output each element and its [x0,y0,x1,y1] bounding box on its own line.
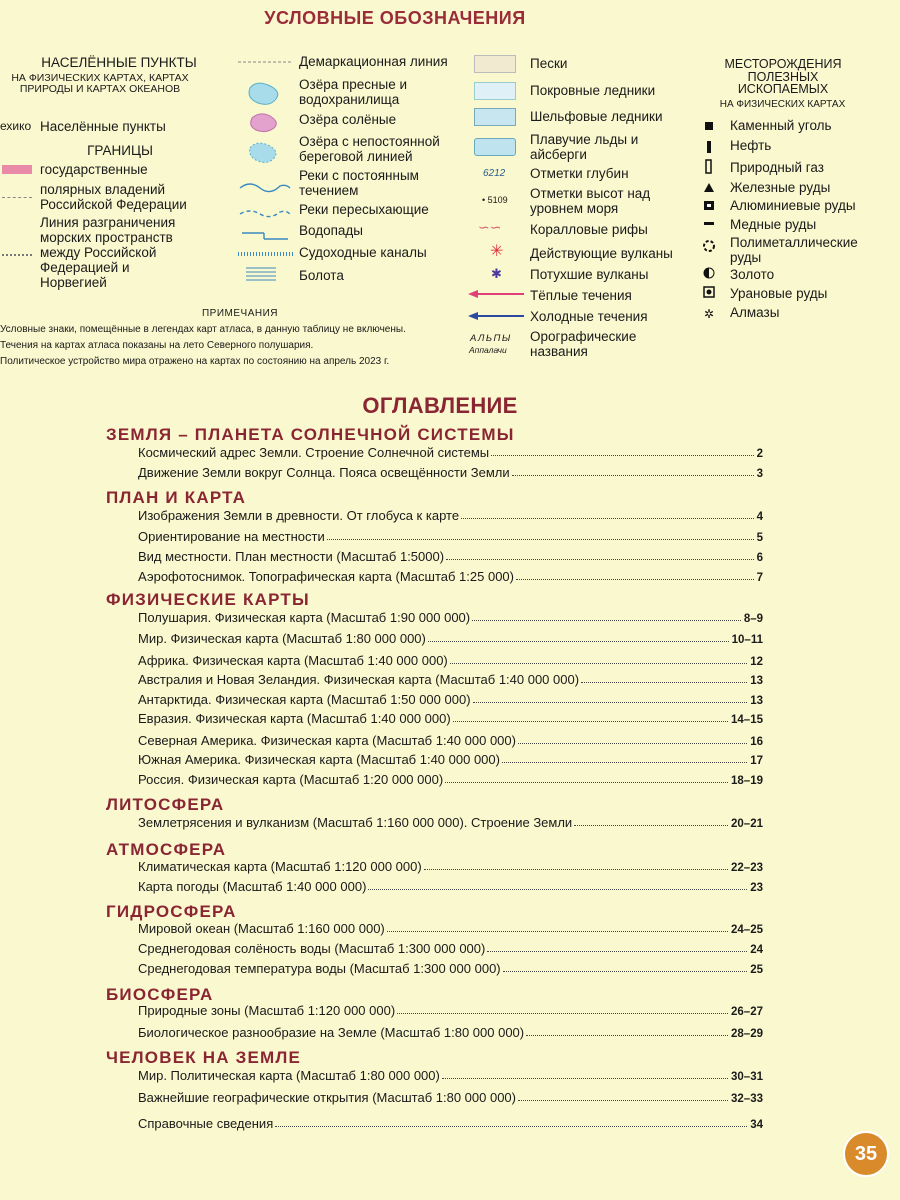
toc-entry-page: 23 [750,882,763,894]
currents-symbols [466,288,526,324]
toc-entry-page: 34 [750,1119,763,1131]
polymetal-icon [704,241,714,251]
coral-reef-icon: ∽∽ [478,219,502,235]
toc-title: ОГЛАВЛЕНИЕ [362,393,518,418]
toc-entry-title: Землетрясения и вулканизм (Масштаб 1:160 000 000). Строение Земли [138,815,573,830]
mineral-label-4: Алюминиевые руды [730,198,856,213]
borders-heading: ГРАНИЦЫ [87,143,153,158]
dot-leader [518,1100,728,1101]
toc-entry[interactable] [138,812,763,830]
relief-label-1: Покровные ледники [530,83,656,98]
relief-label-8: Потухшие вулканы [530,267,649,282]
mineral-label-9: Алмазы [730,305,780,320]
toc-entry-page: 12 [750,656,763,668]
mineral-label-2: Природный газ [730,160,824,175]
hydro-label-2: Озёра солёные [299,112,397,127]
toc-entry[interactable] [138,505,763,523]
dot-leader [472,620,741,621]
dot-leader [487,951,747,952]
mineral-label-3: Железные руды [730,180,831,195]
gas-icon [706,160,711,173]
intermittent-lake-icon [250,143,276,162]
minerals-heading: МЕСТОРОЖДЕНИЯ ПОЛЕЗНЫХ ИСКОПАЕМЫХ [724,57,842,96]
river-icon [240,184,290,192]
toc-entry-page: 14–15 [731,714,763,726]
dot-leader [424,869,728,870]
relief-label-0: Пески [530,56,568,71]
toc-entry-title: Северная Америка. Физическая карта (Масштаб 1:40 000 000) [138,733,516,748]
dot-leader [581,682,747,683]
toc-entry[interactable] [138,628,763,646]
hydro-symbols [236,52,296,292]
hydro-label-5: Реки пересыхающие [299,202,429,217]
oil-icon [707,141,711,153]
settlements-heading: НАСЕЛЁННЫЕ ПУНКТЫ [41,55,197,70]
maritime-border-swatch [2,254,32,256]
toc-entry-title: Биологическое разнообразие на Земле (Масштаб 1:80 000 000) [138,1025,525,1040]
extinct-volcano-icon: ✱ [491,266,502,281]
seasonal-river-icon [240,211,290,217]
toc-entry-title: Природные зоны (Масштаб 1:120 000 000) [138,1003,396,1018]
toc-section-heading: ФИЗИЧЕСКИЕ КАРТЫ [106,590,310,609]
toc-entry[interactable] [138,708,763,726]
dot-leader [502,762,747,763]
dot-leader [516,579,754,580]
mineral-label-6: Полиметаллические руды [730,235,858,265]
dot-leader [445,782,728,783]
toc-entry-page: 2 [756,448,763,460]
toc-entry[interactable] [138,938,763,956]
toc-section-heading: БИОСФЕРА [106,985,214,1004]
relief-label-6: Коралловые рифы [530,222,648,237]
toc-entry[interactable] [138,958,763,976]
dot-leader [461,518,754,519]
toc-entry-page: 4 [756,511,763,523]
toc-entry-title: Карта погоды (Масштаб 1:40 000 000) [138,879,367,894]
mineral-label-8: Урановые руды [730,286,828,301]
toc-entry-title: Мировой океан (Масштаб 1:160 000 000) [138,921,385,936]
dot-leader [503,971,748,972]
toc-entry-title: Важнейшие географические открытия (Масштаб 1:80 000 000) [138,1090,516,1105]
toc-entry-page: 20–21 [731,818,763,830]
toc-entry[interactable] [138,856,763,874]
legend-title: УСЛОВНЫЕ ОБОЗНАЧЕНИЯ [264,8,526,28]
dot-leader [450,663,747,664]
toc-entry[interactable] [138,669,763,687]
toc-entry-page: 5 [756,532,763,544]
note-line-2: Политическое устройство мира отражено на картах по состоянию на апрель 2023 г. [0,356,390,367]
mineral-label-7: Золото [730,267,775,282]
mineral-symbols [700,115,720,325]
toc-entry[interactable] [138,749,763,767]
waterfall-icon [242,233,288,239]
polar-border-label: полярных владений Российской Федерации [40,182,187,212]
toc-entry-page: 24–25 [731,924,763,936]
mineral-label-5: Медные руды [730,217,817,232]
toc-section-heading: ПЛАН И КАРТА [106,488,247,507]
copper-icon [704,222,714,225]
toc-entry-page: 8–9 [743,613,763,625]
toc-entry-title: Движение Земли вокруг Солнца. Пояса освещённости Земли [138,465,510,480]
relief-label-3: Плавучие льды и айсберги [530,132,639,162]
toc-entry-page: 17 [750,755,763,767]
toc-entry-title: Полушария. Физическая карта (Масштаб 1:90 000 000) [138,610,471,625]
mineral-label-0: Каменный уголь [730,118,832,133]
toc-entry-page: 13 [750,695,763,707]
toc-entry-title: Мир. Физическая карта (Масштаб 1:80 000 000) [138,631,426,646]
toc-entry-title: Климатическая карта (Масштаб 1:120 000 000) [138,859,422,874]
dot-leader [574,825,728,826]
relief-label-5: Отметки высот над уровнем моря [530,186,651,216]
toc-entry-page: 6 [756,552,763,564]
relief-label-4: Отметки глубин [530,166,629,181]
toc-entry-title: Среднегодовая солёность воды (Масштаб 1:300 000 000) [138,941,486,956]
settlements-label: Населённые пункты [40,119,166,134]
toc-entry[interactable] [138,526,763,544]
toc-entry-page: 26–27 [731,1006,763,1018]
fresh-lake-icon [249,83,278,104]
toc-entry[interactable] [138,1113,763,1131]
toc-entry[interactable] [138,769,763,787]
toc-entry-title: Австралия и Новая Зеландия. Физическая карта (Масштаб 1:40 000 000) [138,672,580,687]
diamond-icon: ✲ [704,307,715,321]
toc-entry-title: Южная Америка. Физическая карта (Масштаб 1:40 000 000) [138,752,500,767]
toc-entry[interactable] [138,876,763,894]
state-border-swatch [2,165,32,174]
hydro-label-8: Болота [299,268,344,283]
active-volcano-icon: ✳ [490,243,504,260]
toc-entry[interactable] [138,1065,763,1083]
relief-label-11: Орографические названия [530,329,637,359]
salt-lake-icon [251,114,277,132]
swamp-icon [246,268,276,280]
dot-leader [518,743,747,744]
hydro-label-6: Водопады [299,223,363,238]
hydro-label-3: Озёра с непостоянной береговой линией [299,134,440,164]
dot-leader [512,475,754,476]
hydro-label-4: Реки с постоянным течением [299,168,419,198]
hydro-label-0: Демаркационная линия [299,54,448,69]
dot-leader [368,889,747,890]
dot-leader [428,641,729,642]
icebergs-swatch [474,138,516,156]
toc-section-heading: ЗЕМЛЯ – ПЛАНЕТА СОЛНЕЧНОЙ СИСТЕМЫ [106,425,515,444]
ice-sheet-swatch [474,82,516,100]
height-sample: • 5109 [482,195,508,205]
toc-entry[interactable] [138,566,763,584]
oro-sample-2: Аппалачи [469,345,507,355]
ice-shelf-swatch [474,108,516,126]
toc-entry-page: 7 [756,572,763,584]
note-line-0: Условные знаки, помещённые в легендах карт атласа, в данную таблицу не включены. [0,324,406,335]
toc-entry-title: Аэрофотоснимок. Топографическая карта (Масштаб 1:25 000) [138,569,514,584]
toc-entry-title: Космический адрес Земли. Строение Солнечной системы [138,445,490,460]
toc-entry-title: Справочные сведения [138,1116,274,1131]
dot-leader [446,559,754,560]
dot-leader [442,1078,728,1079]
toc-entry-page: 22–23 [731,862,763,874]
toc-entry-title: Вид местности. План местности (Масштаб 1:5000) [138,549,445,564]
toc-entry[interactable] [138,689,763,707]
oro-sample-1: АЛЬПЫ [470,333,512,344]
toc-entry[interactable] [138,1087,763,1105]
page-number-badge: 35 [843,1131,889,1177]
toc-entry-page: 13 [750,675,763,687]
relief-label-7: Действующие вулканы [530,246,673,261]
gold-icon [704,268,709,278]
toc-entry-page: 28–29 [731,1028,763,1040]
toc-entry[interactable] [138,546,763,564]
depth-sample: 6212 [483,168,506,179]
toc-entry[interactable] [138,462,763,480]
dot-leader [397,1013,728,1014]
toc-section-heading: ЛИТОСФЕРА [106,795,225,814]
toc-entry[interactable] [138,730,763,748]
toc-entry-title: Евразия. Физическая карта (Масштаб 1:40 000 000) [138,711,451,726]
toc-section-heading: ЧЕЛОВЕК НА ЗЕМЛЕ [106,1048,302,1067]
toc-entry-page: 18–19 [731,775,763,787]
hydro-label-1: Озёра пресные и водохранилища [299,77,407,107]
mineral-label-1: Нефть [730,138,772,153]
iron-icon [704,183,714,192]
relief-label-9: Тёплые течения [530,288,632,303]
toc-entry[interactable] [138,1000,763,1018]
toc-entry[interactable] [138,918,763,936]
toc-entry-page: 30–31 [731,1071,763,1083]
state-border-label: государственные [40,162,148,177]
maritime-border-label: Линия разграничения морских пространств между Российской Федерацией и Норвегией [40,215,176,290]
toc-entry-page: 16 [750,736,763,748]
coal-icon [705,122,713,130]
toc-entry[interactable] [138,442,763,460]
toc-section-heading: АТМОСФЕРА [106,840,227,859]
minerals-subheading: НА ФИЗИЧЕСКИХ КАРТАХ [719,99,846,110]
dot-leader [327,539,754,540]
toc-entry-page: 32–33 [731,1093,763,1105]
hydro-label-7: Судоходные каналы [299,245,427,260]
toc-entry-page: 10–11 [731,634,763,646]
dot-leader [491,455,753,456]
dot-leader [526,1035,728,1036]
relief-label-2: Шельфовые ледники [530,109,663,124]
dot-leader [275,1126,747,1127]
sand-swatch [474,55,516,73]
dot-leader [473,702,748,703]
toc-entry-title: Среднегодовая температура воды (Масштаб 1:300 000 000) [138,961,501,976]
toc-entry-page: 3 [756,468,763,480]
toc-entry-title: Россия. Физическая карта (Масштаб 1:20 000 000) [138,772,444,787]
toc-entry[interactable] [138,607,763,625]
notes-heading: ПРИМЕЧАНИЯ [201,308,278,319]
toc-entry[interactable] [138,650,763,668]
toc-entry-title: Изображения Земли в древности. От глобуса к карте [138,508,460,523]
toc-entry-title: Антарктида. Физическая карта (Масштаб 1:50 000 000) [138,692,471,707]
toc-entry-page: 24 [750,944,763,956]
toc-entry-title: Мир. Политическая карта (Масштаб 1:80 000 000) [138,1068,440,1083]
settlement-sample: ехико [0,119,32,133]
toc-entry-title: Ориентирование на местности [138,529,325,544]
dot-leader [453,721,728,722]
toc-entry-title: Африка. Физическая карта (Масштаб 1:40 000 000) [138,653,448,668]
toc-entry-page: 25 [750,964,763,976]
dot-leader [387,931,728,932]
relief-label-10: Холодные течения [530,309,648,324]
settlements-subheading: НА ФИЗИЧЕСКИХ КАРТАХ, КАРТАХ ПРИРОДЫ И КАРТАХ ОКЕАНОВ [11,72,189,95]
toc-entry[interactable] [138,1022,763,1040]
toc-section-heading: ГИДРОСФЕРА [106,902,237,921]
note-line-1: Течения на картах атласа показаны на лето Северного полушария. [0,340,314,351]
polar-border-swatch [2,197,32,198]
